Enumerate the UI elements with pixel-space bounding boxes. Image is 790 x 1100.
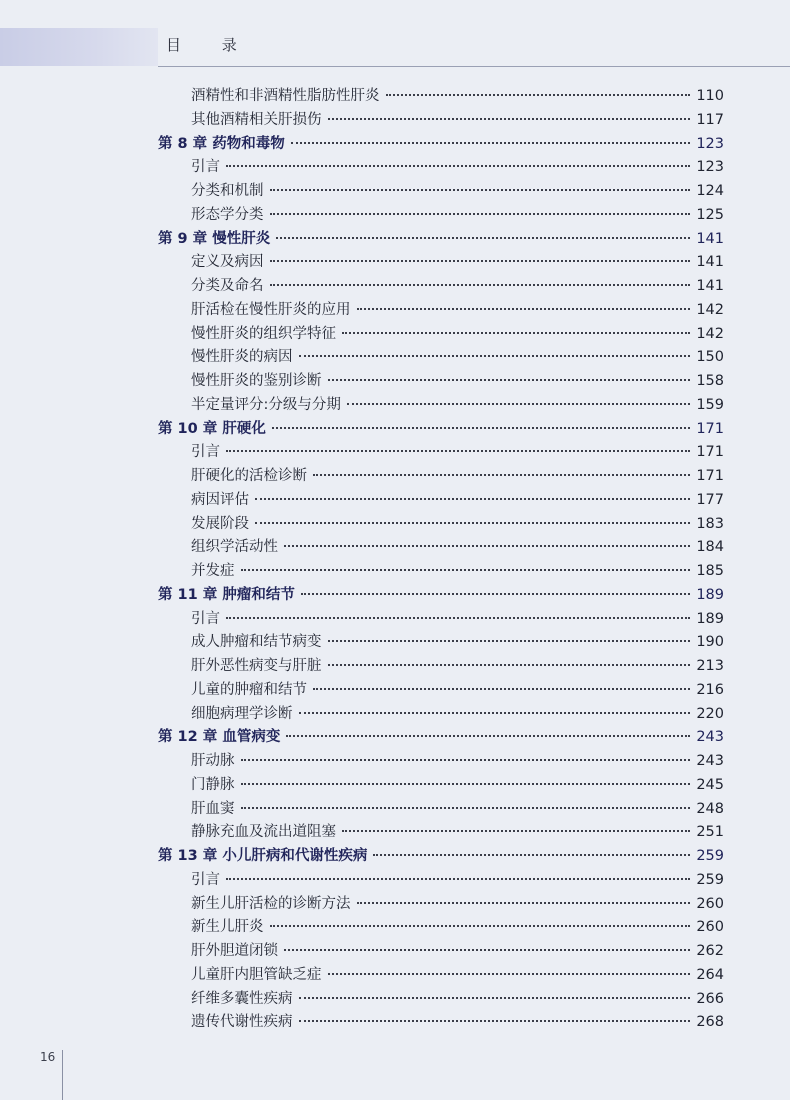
dot-leader bbox=[299, 997, 691, 999]
toc-entry bbox=[158, 987, 724, 1011]
toc-chapter-entry bbox=[158, 417, 724, 441]
toc-entry-title: 儿童的肿瘤和结节 bbox=[191, 681, 307, 698]
toc-entry-title: 肝外恶性病变与肝脏 bbox=[191, 658, 322, 674]
toc-entry-page: 248 bbox=[696, 800, 724, 817]
toc-entry-page: 259 bbox=[696, 848, 724, 864]
toc-entry-page: 245 bbox=[696, 776, 724, 793]
toc-entry bbox=[158, 369, 724, 393]
toc-entry bbox=[158, 464, 724, 488]
dot-leader bbox=[226, 617, 690, 619]
toc-entry bbox=[158, 773, 724, 797]
page-number: 16 bbox=[40, 1050, 56, 1064]
dot-leader bbox=[357, 308, 691, 310]
toc-entry-page: 243 bbox=[696, 753, 724, 769]
dot-leader bbox=[357, 902, 691, 904]
toc-entry-page: 171 bbox=[696, 468, 724, 484]
toc-entry bbox=[158, 535, 724, 559]
toc-chapter-entry bbox=[158, 227, 724, 251]
toc-entry bbox=[158, 892, 724, 916]
toc-entry-title: 肝血窦 bbox=[191, 800, 235, 817]
dot-leader bbox=[270, 189, 691, 191]
toc-entry-page: 124 bbox=[696, 183, 724, 199]
toc-entry-page: 268 bbox=[696, 1014, 724, 1031]
dot-leader bbox=[272, 427, 690, 429]
dot-leader bbox=[226, 878, 690, 880]
dot-leader bbox=[284, 545, 690, 547]
dot-leader bbox=[291, 142, 690, 144]
toc-entry-title: 纤维多囊性疾病 bbox=[191, 990, 293, 1007]
toc-entry bbox=[158, 678, 724, 702]
toc-entry-page: 171 bbox=[696, 444, 724, 461]
toc-entry-title: 成人肿瘤和结节病变 bbox=[191, 634, 322, 651]
toc-entry-page: 189 bbox=[696, 586, 724, 603]
toc-entry-page: 189 bbox=[696, 610, 724, 627]
toc-entry-title: 第 8 章 药物和毒物 bbox=[158, 135, 285, 152]
toc-entry-page: 213 bbox=[696, 658, 724, 674]
toc-entry bbox=[158, 155, 724, 179]
toc-entry-title: 静脉充血及流出道阻塞 bbox=[191, 824, 336, 841]
margin-line bbox=[62, 1050, 63, 1100]
dot-leader bbox=[241, 569, 691, 571]
toc-entry bbox=[158, 274, 724, 298]
toc-chapter-entry bbox=[158, 725, 724, 749]
toc-entry bbox=[158, 250, 724, 274]
dot-leader bbox=[226, 450, 690, 452]
dot-leader bbox=[270, 260, 691, 262]
dot-leader bbox=[299, 1020, 691, 1022]
toc-entry-title: 细胞病理学诊断 bbox=[191, 705, 293, 722]
toc-entry bbox=[158, 702, 724, 726]
toc-entry bbox=[158, 820, 724, 844]
toc-entry-title: 遗传代谢性疾病 bbox=[191, 1014, 293, 1031]
dot-leader bbox=[313, 474, 690, 476]
toc-entry bbox=[158, 630, 724, 654]
toc-entry-page: 158 bbox=[696, 373, 724, 389]
toc-entry-title: 第 13 章 小儿肝病和代谢性疾病 bbox=[158, 848, 368, 864]
toc-entry-page: 266 bbox=[696, 990, 724, 1007]
dot-leader bbox=[241, 759, 691, 761]
toc-entry-title: 分类及命名 bbox=[191, 278, 264, 294]
toc-entry-page: 117 bbox=[696, 111, 724, 128]
toc-entry bbox=[158, 559, 724, 583]
toc-entry-page: 262 bbox=[696, 943, 724, 959]
toc-entry-title: 引言 bbox=[191, 610, 220, 627]
toc-entry-page: 260 bbox=[696, 895, 724, 912]
toc-entry-page: 171 bbox=[696, 420, 724, 437]
toc-entry-page: 141 bbox=[696, 254, 724, 271]
dot-leader bbox=[286, 735, 690, 737]
toc-entry bbox=[158, 322, 724, 346]
toc-entry-title: 引言 bbox=[191, 444, 220, 461]
toc-entry bbox=[158, 797, 724, 821]
toc-chapter-entry bbox=[158, 132, 724, 156]
toc-entry-page: 159 bbox=[696, 396, 724, 413]
toc-entry bbox=[158, 84, 724, 108]
toc-entry-page: 251 bbox=[696, 824, 724, 841]
toc-entry-title: 第 12 章 血管病变 bbox=[158, 729, 281, 746]
toc-entry-title: 其他酒精相关肝损伤 bbox=[191, 111, 322, 128]
toc-entry-title: 儿童肝内胆管缺乏症 bbox=[191, 966, 322, 983]
dot-leader bbox=[328, 640, 691, 642]
toc-entry-page: 184 bbox=[696, 539, 724, 556]
dot-leader bbox=[328, 664, 691, 666]
toc-entry-page: 150 bbox=[696, 349, 724, 366]
dot-leader bbox=[328, 118, 691, 120]
toc-entry-page: 220 bbox=[696, 705, 724, 722]
table-of-contents bbox=[158, 84, 724, 1034]
toc-entry-title: 肝外胆道闭锁 bbox=[191, 943, 278, 959]
dot-leader bbox=[347, 403, 690, 405]
dot-leader bbox=[255, 498, 690, 500]
dot-leader bbox=[313, 688, 690, 690]
toc-entry-title: 肝动脉 bbox=[191, 753, 235, 769]
toc-entry-title: 半定量评分:分级与分期 bbox=[191, 396, 341, 413]
toc-entry bbox=[158, 393, 724, 417]
dot-leader bbox=[299, 712, 691, 714]
toc-entry-page: 125 bbox=[696, 206, 724, 223]
toc-entry-title: 肝活检在慢性肝炎的应用 bbox=[191, 301, 351, 318]
header-rule bbox=[158, 66, 790, 67]
toc-entry-title: 并发症 bbox=[191, 563, 235, 579]
toc-entry-title: 新生儿肝活检的诊断方法 bbox=[191, 895, 351, 912]
toc-entry-page: 183 bbox=[696, 515, 724, 532]
toc-entry bbox=[158, 203, 724, 227]
toc-entry bbox=[158, 488, 724, 512]
dot-leader bbox=[270, 284, 691, 286]
dot-leader bbox=[373, 854, 690, 856]
toc-entry-page: 123 bbox=[696, 159, 724, 176]
toc-entry bbox=[158, 512, 724, 536]
toc-entry-title: 第 10 章 肝硬化 bbox=[158, 420, 266, 437]
toc-entry-title: 慢性肝炎的病因 bbox=[191, 349, 293, 366]
dot-leader bbox=[299, 355, 691, 357]
toc-entry-title: 第 9 章 慢性肝炎 bbox=[158, 230, 271, 247]
toc-chapter-entry bbox=[158, 583, 724, 607]
dot-leader bbox=[270, 213, 691, 215]
toc-entry-title: 病因评估 bbox=[191, 491, 249, 508]
toc-entry bbox=[158, 345, 724, 369]
toc-entry bbox=[158, 179, 724, 203]
toc-entry-page: 110 bbox=[696, 88, 724, 104]
dot-leader bbox=[328, 973, 691, 975]
toc-entry-page: 243 bbox=[696, 729, 724, 746]
toc-entry-title: 慢性肝炎的鉴别诊断 bbox=[191, 373, 322, 389]
dot-leader bbox=[328, 379, 691, 381]
toc-entry-page: 260 bbox=[696, 919, 724, 936]
dot-leader bbox=[342, 830, 690, 832]
dot-leader bbox=[241, 783, 691, 785]
toc-entry-page: 142 bbox=[696, 325, 724, 342]
toc-entry-title: 发展阶段 bbox=[191, 515, 249, 532]
toc-entry bbox=[158, 868, 724, 892]
toc-entry bbox=[158, 607, 724, 631]
toc-entry bbox=[158, 939, 724, 963]
toc-entry bbox=[158, 298, 724, 322]
dot-leader bbox=[284, 949, 690, 951]
toc-entry bbox=[158, 1010, 724, 1034]
dot-leader bbox=[342, 332, 690, 334]
toc-entry-title: 定义及病因 bbox=[191, 254, 264, 271]
toc-entry bbox=[158, 440, 724, 464]
toc-entry-title: 分类和机制 bbox=[191, 183, 264, 199]
toc-entry-page: 190 bbox=[696, 634, 724, 651]
header-band bbox=[0, 28, 158, 66]
toc-entry-title: 酒精性和非酒精性脂肪性肝炎 bbox=[191, 88, 380, 104]
toc-entry-title: 新生儿肝炎 bbox=[191, 919, 264, 936]
toc-entry-page: 259 bbox=[696, 871, 724, 888]
toc-entry bbox=[158, 654, 724, 678]
toc-entry-title: 组织学活动性 bbox=[191, 539, 278, 556]
toc-entry-title: 门静脉 bbox=[191, 776, 235, 793]
toc-entry-title: 第 11 章 肿瘤和结节 bbox=[158, 586, 295, 603]
toc-entry-page: 185 bbox=[696, 563, 724, 579]
dot-leader bbox=[241, 807, 691, 809]
toc-entry-page: 177 bbox=[696, 491, 724, 508]
toc-entry-page: 264 bbox=[696, 966, 724, 983]
toc-entry-title: 形态学分类 bbox=[191, 206, 264, 223]
dot-leader bbox=[276, 237, 690, 239]
toc-entry bbox=[158, 108, 724, 132]
dot-leader bbox=[386, 94, 691, 96]
toc-entry-title: 引言 bbox=[191, 871, 220, 888]
toc-entry-page: 142 bbox=[696, 301, 724, 318]
toc-entry-title: 引言 bbox=[191, 159, 220, 176]
toc-entry-title: 肝硬化的活检诊断 bbox=[191, 468, 307, 484]
toc-chapter-entry bbox=[158, 844, 724, 868]
dot-leader bbox=[226, 165, 690, 167]
dot-leader bbox=[255, 522, 690, 524]
toc-entry bbox=[158, 963, 724, 987]
toc-entry bbox=[158, 915, 724, 939]
toc-entry-page: 216 bbox=[696, 681, 724, 698]
toc-entry bbox=[158, 749, 724, 773]
toc-entry-title: 慢性肝炎的组织学特征 bbox=[191, 325, 336, 342]
dot-leader bbox=[270, 925, 691, 927]
toc-entry-page: 141 bbox=[696, 230, 724, 247]
toc-entry-page: 141 bbox=[696, 278, 724, 294]
toc-entry-page: 123 bbox=[696, 135, 724, 152]
dot-leader bbox=[301, 593, 690, 595]
page-title: 目 录 bbox=[166, 36, 255, 54]
